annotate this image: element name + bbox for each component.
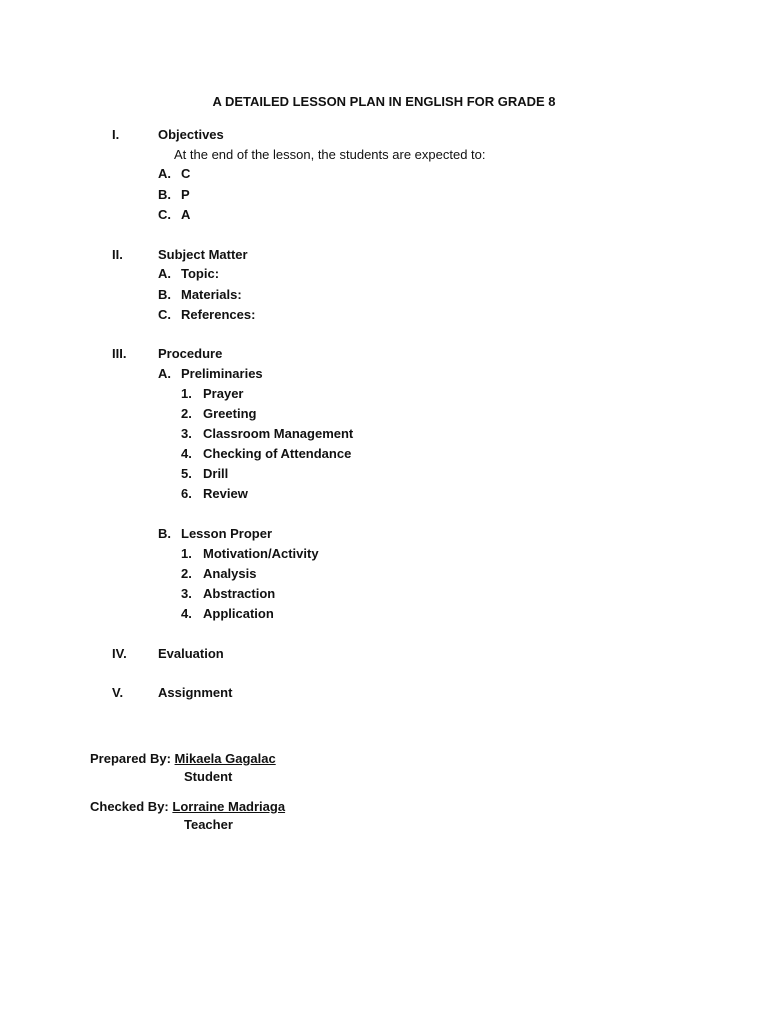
section-numeral-evaluation: IV. — [112, 646, 127, 661]
lesson-proper-item: Analysis — [203, 566, 257, 581]
subsection-letter-lesson-proper: B. — [158, 526, 171, 541]
section-numeral-subject-matter: II. — [112, 247, 123, 262]
document-title: A DETAILED LESSON PLAN IN ENGLISH FOR GRADE 8 — [212, 94, 556, 109]
subject-matter-letter: C. — [158, 307, 171, 322]
checked-by-role: Teacher — [184, 817, 233, 832]
preliminaries-number: 4. — [181, 446, 192, 461]
objective-letter: A. — [158, 166, 171, 181]
section-numeral-objectives: I. — [112, 127, 120, 142]
objective-letter: C. — [158, 207, 171, 222]
preliminaries-item: Checking of Attendance — [203, 446, 352, 461]
objective-text: P — [181, 187, 190, 202]
subject-matter-letter: A. — [158, 266, 171, 281]
subject-matter-text: Topic: — [181, 266, 220, 281]
objective-letter: B. — [158, 187, 171, 202]
objective-text: C — [181, 166, 191, 181]
preliminaries-number: 2. — [181, 406, 192, 421]
preliminaries-item: Drill — [203, 466, 229, 481]
section-numeral-procedure: III. — [112, 346, 127, 361]
lesson-proper-number: 4. — [181, 606, 192, 621]
preliminaries-item: Classroom Management — [203, 426, 354, 441]
objective-text: A — [181, 207, 191, 222]
subsection-letter-preliminaries: A. — [158, 366, 171, 381]
lesson-proper-number: 2. — [181, 566, 192, 581]
prepared-by-label: Prepared By: — [90, 751, 171, 766]
subject-matter-text: Materials: — [181, 287, 242, 302]
section-heading-evaluation: Evaluation — [158, 646, 224, 661]
checked-by-name: Lorraine Madriaga — [172, 799, 286, 814]
subject-matter-text: References: — [181, 307, 256, 322]
subsection-heading-lesson-proper: Lesson Proper — [181, 526, 273, 541]
lesson-proper-item: Motivation/Activity — [203, 546, 319, 561]
subject-matter-letter: B. — [158, 287, 171, 302]
section-numeral-assignment: V. — [112, 685, 124, 700]
lesson-proper-number: 3. — [181, 586, 192, 601]
checked-by-line — [90, 799, 285, 815]
subsection-heading-preliminaries: Preliminaries — [181, 366, 263, 381]
preliminaries-number: 3. — [181, 426, 192, 441]
checked-by-label: Checked By: — [90, 799, 169, 814]
preliminaries-item: Prayer — [203, 386, 244, 401]
section-heading-subject-matter: Subject Matter — [158, 247, 248, 262]
prepared-by-name: Mikaela Gagalac — [174, 751, 276, 766]
preliminaries-number: 1. — [181, 386, 192, 401]
preliminaries-item: Review — [203, 486, 248, 501]
section-heading-assignment: Assignment — [158, 685, 233, 700]
preliminaries-item: Greeting — [203, 406, 257, 421]
prepared-by-role: Student — [184, 769, 233, 784]
objectives-intro: At the end of the lesson, the students are expected to: — [174, 147, 486, 162]
preliminaries-number: 6. — [181, 486, 192, 501]
preliminaries-number: 5. — [181, 466, 192, 481]
prepared-by-line — [90, 751, 276, 767]
lesson-proper-item: Application — [203, 606, 274, 621]
lesson-proper-item: Abstraction — [203, 586, 276, 601]
section-heading-objectives: Objectives — [158, 127, 224, 142]
section-heading-procedure: Procedure — [158, 346, 223, 361]
lesson-proper-number: 1. — [181, 546, 192, 561]
